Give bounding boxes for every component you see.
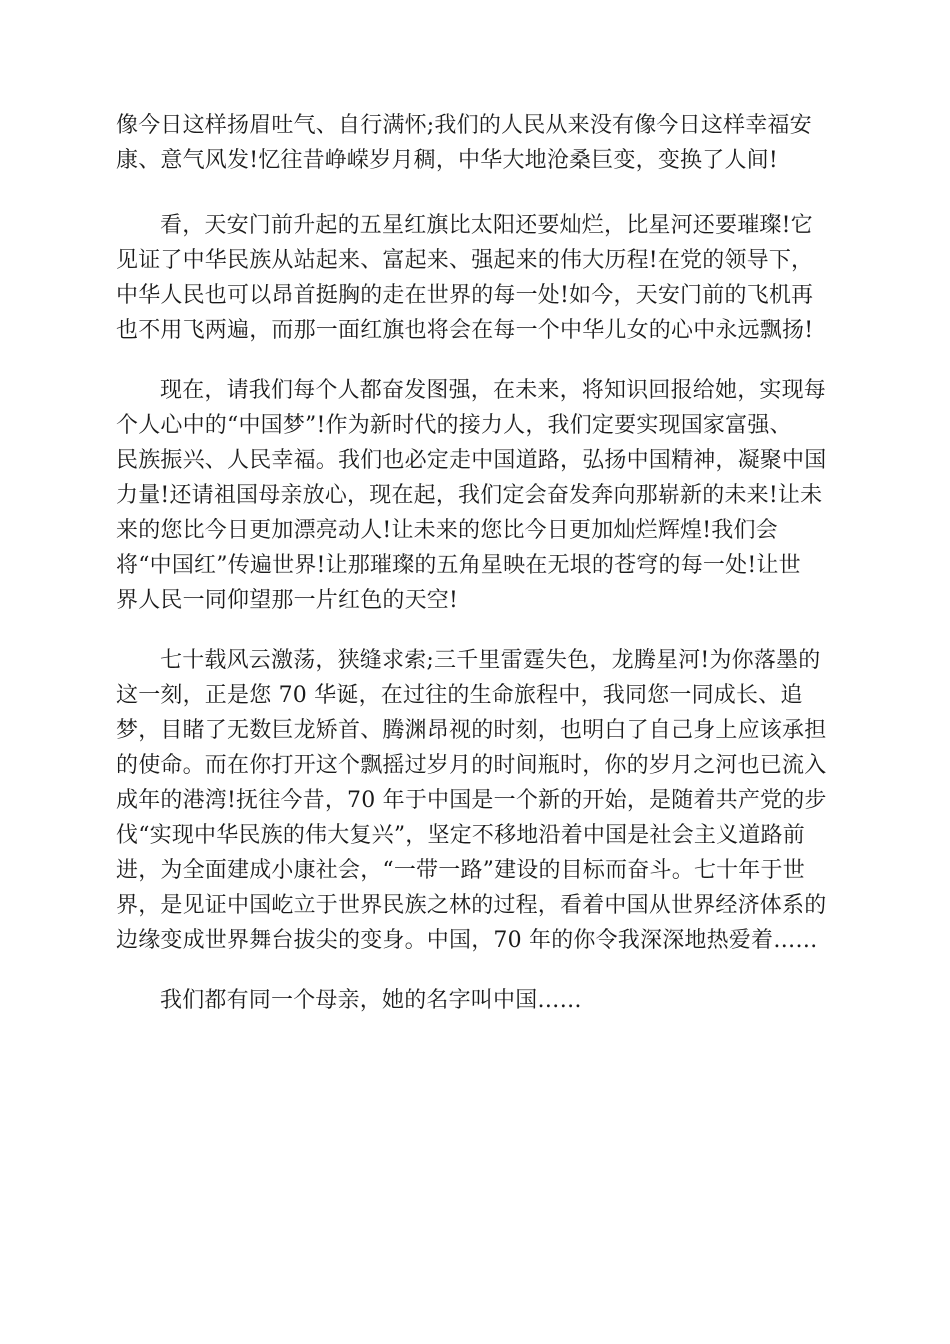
text-line: 的使命。而在你打开这个飘摇过岁月的时间瓶时，你的岁月之河也已流入 [116,753,827,778]
text-line: 也不用飞两遍，而那一面红旗也将会在每一个中华儿女的心中永远飘扬! [116,318,814,343]
text-line: 这一刻，正是您 70 华诞，在过往的生命旅程中，我同您一同成长、追 [116,683,803,708]
paragraph-5 [116,983,836,1018]
paragraph-1 [116,108,836,178]
text-line: 看，天安门前升起的五星红旗比太阳还要灿烂，比星河还要璀璨!它 [160,213,813,238]
text-line: 来的您比今日更加漂亮动人!让未来的您比今日更加灿烂辉煌!我们会 [116,518,778,543]
text-line: 伐“实现中华民族的伟大复兴”，坚定不移地沿着中国是社会主义道路前 [116,823,805,848]
text-line: 民族振兴、人民幸福。我们也必定走中国道路，弘扬中国精神，凝聚中国 [116,448,827,473]
text-line: 界人民一同仰望那一片红色的天空! [116,588,459,613]
paragraph-4 [116,643,836,958]
text-line: 七十载风云激荡，狭缝求索;三千里雷霆失色，龙腾星河!为你落墨的 [160,648,821,673]
paragraph-2 [116,208,836,348]
text-line: 力量!还请祖国母亲放心，现在起，我们定会奋发奔向那崭新的未来!让未 [116,483,823,508]
text-line: 现在，请我们每个人都奋发图强，在未来，将知识回报给她，实现每 [160,378,827,403]
text-line: 个人心中的“中国梦”!作为新时代的接力人，我们定要实现国家富强、 [116,413,792,438]
text-line: 进，为全面建成小康社会，“一带一路”建设的目标而奋斗。七十年于世 [116,858,805,883]
text-line: 康、意气风发!忆往昔峥嵘岁月稠，中华大地沧桑巨变，变换了人间! [116,148,778,173]
text-line: 像今日这样扬眉吐气、自行满怀;我们的人民从来没有像今日这样幸福安 [116,113,812,138]
text-line: 梦，目睹了无数巨龙矫首、腾渊昂视的时刻，也明白了自己身上应该承担 [116,718,827,743]
text-line: 我们都有同一个母亲，她的名字叫中国…… [160,988,582,1013]
text-line: 界，是见证中国屹立于世界民族之林的过程，看着中国从世界经济体系的 [116,893,827,918]
text-line: 将“中国红”传遍世界!让那璀璨的五角星映在无垠的苍穹的每一处!让世 [116,553,801,578]
text-line: 见证了中华民族从站起来、富起来、强起来的伟大历程!在党的领导下， [116,248,814,273]
text-line: 边缘变成世界舞台拔尖的变身。中国，70 年的你令我深深地热爱着…… [116,928,818,953]
text-line: 中华人民也可以昂首挺胸的走在世界的每一处!如今，天安门前的飞机再 [116,283,814,308]
text-line: 成年的港湾!抚往今昔，70 年于中国是一个新的开始，是随着共产党的步 [116,788,827,813]
paragraph-3 [116,373,836,618]
document-page [116,108,836,1043]
